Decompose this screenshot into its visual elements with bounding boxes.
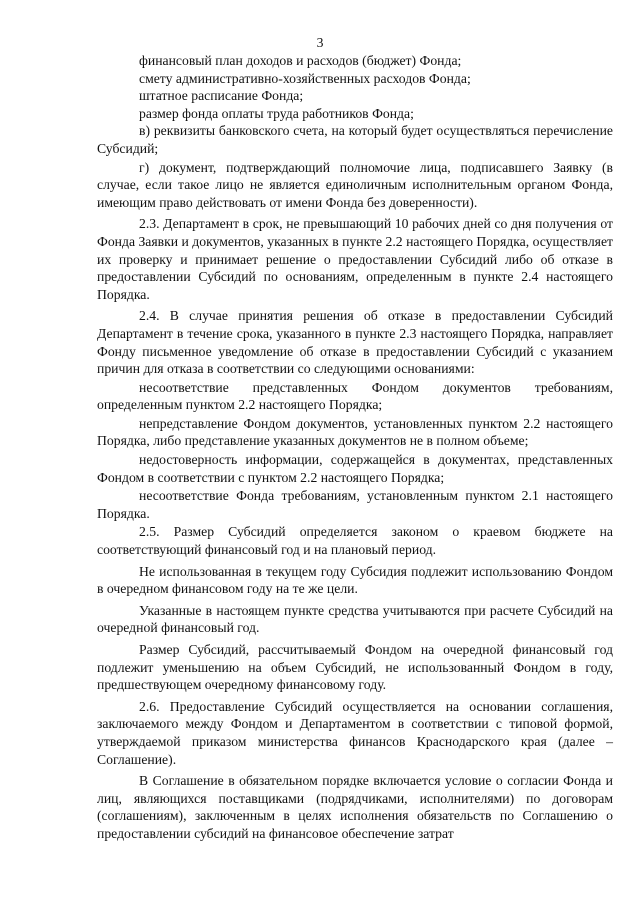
paragraph-2-4: 2.4. В случае принятия решения об отказе в предоставлении Субсидий Департамент в течение срока, указанного в пункте 2.3 настоящего Порядка, направляет Фонду письменное уведомление об отказе в предоставлении Субсидий с указанием причин для отказа в соответствии со следующими основаниями: [97, 308, 613, 377]
page-number: 3 [316, 35, 324, 50]
paragraph-ground-noncompliance-docs: несоответствие представленных Фондом документов требованиям, определенным пунктом 2.2 настоящего Порядка; [97, 379, 613, 413]
paragraph-financial-plan: финансовый план доходов и расходов (бюджет) Фонда; [139, 53, 462, 68]
paragraph-ground-inaccuracy: недостоверность информации, содержащейся в документах, представленных Фондом в соответствии с пунктом 2.2 настоящего Порядка; [97, 452, 613, 485]
paragraph-funds-accounting: Указанные в настоящем пункте средства учитываются при расчете Субсидий на очередной финансовый год. [97, 602, 613, 636]
paragraph-subsidy-reduction: Размер Субсидий, рассчитываемый Фондом на очередной финансовый год подлежит уменьшению на объем Субсидий, не использованный Фондом в году, предшествующем очередному финансовому году. [97, 642, 613, 693]
paragraph-bank-details: в) реквизиты банковского счета, на который будет осуществляться перечисление Субсидий; [97, 123, 613, 156]
paragraph-agreement-condition: В Соглашение в обязательном порядке включается условие о согласии Фонда и лиц, являющихся поставщиками (подрядчиками, исполнителями) по договорам (соглашениям), заключенным в целях исполнения обязательств по Соглашению о предоставлении субсидий на финансовое обеспечение затрат [97, 773, 613, 841]
paragraph-ground-noncompliance-fund: несоответствие Фонда требованиям, установленным пунктом 2.1 настоящего Порядка. [97, 488, 613, 521]
document-body [97, 52, 613, 843]
paragraph-2-3: 2.3. Департамент в срок, не превышающий 10 рабочих дней со дня получения от Фонда Заявки и документов, указанных в пункте 2.2 настоящего Порядка, осуществляет их проверку и принимает решение о предоставлении Субсидий либо об отказе в предоставлении Субсидий по основаниям, определенным в пункте 2.4 настоящего Порядка. [97, 216, 613, 302]
paragraph-authority-document: г) документ, подтверждающий полномочие лица, подписавшего Заявку (в случае, если такое лицо не является единоличным исполнительным органом Фонда, имеющим право действовать от имени Фонда без доверенности). [97, 159, 613, 210]
paragraph-payroll-fund: размер фонда оплаты труда работников Фонда; [139, 105, 414, 121]
paragraph-ground-nonsubmission: непредставление Фондом документов, установленных пунктом 2.2 настоящего Порядка, либо представление указанных документов не в полном объеме; [97, 415, 613, 449]
paragraph-2-6: 2.6. Предоставление Субсидий осуществляется на основании соглашения, заключаемого между Фондом и Департаментом в соответствии с типовой формой, утверждаемой приказом министерства финансов Краснодарского края (далее – Соглашение). [97, 698, 613, 767]
paragraph-admin-estimate: смету административно-хозяйственных расходов Фонда; [139, 70, 471, 86]
paragraph-staff-schedule: штатное расписание Фонда; [139, 88, 304, 104]
paragraph-unused-subsidy: Не использованная в текущем году Субсидия подлежит использованию Фондом в очередном финансовом году на те же цели. [97, 563, 613, 597]
paragraph-2-5: 2.5. Размер Субсидий определяется законом о краевом бюджете на соответствующий финансовый год и на плановый период. [97, 524, 613, 558]
